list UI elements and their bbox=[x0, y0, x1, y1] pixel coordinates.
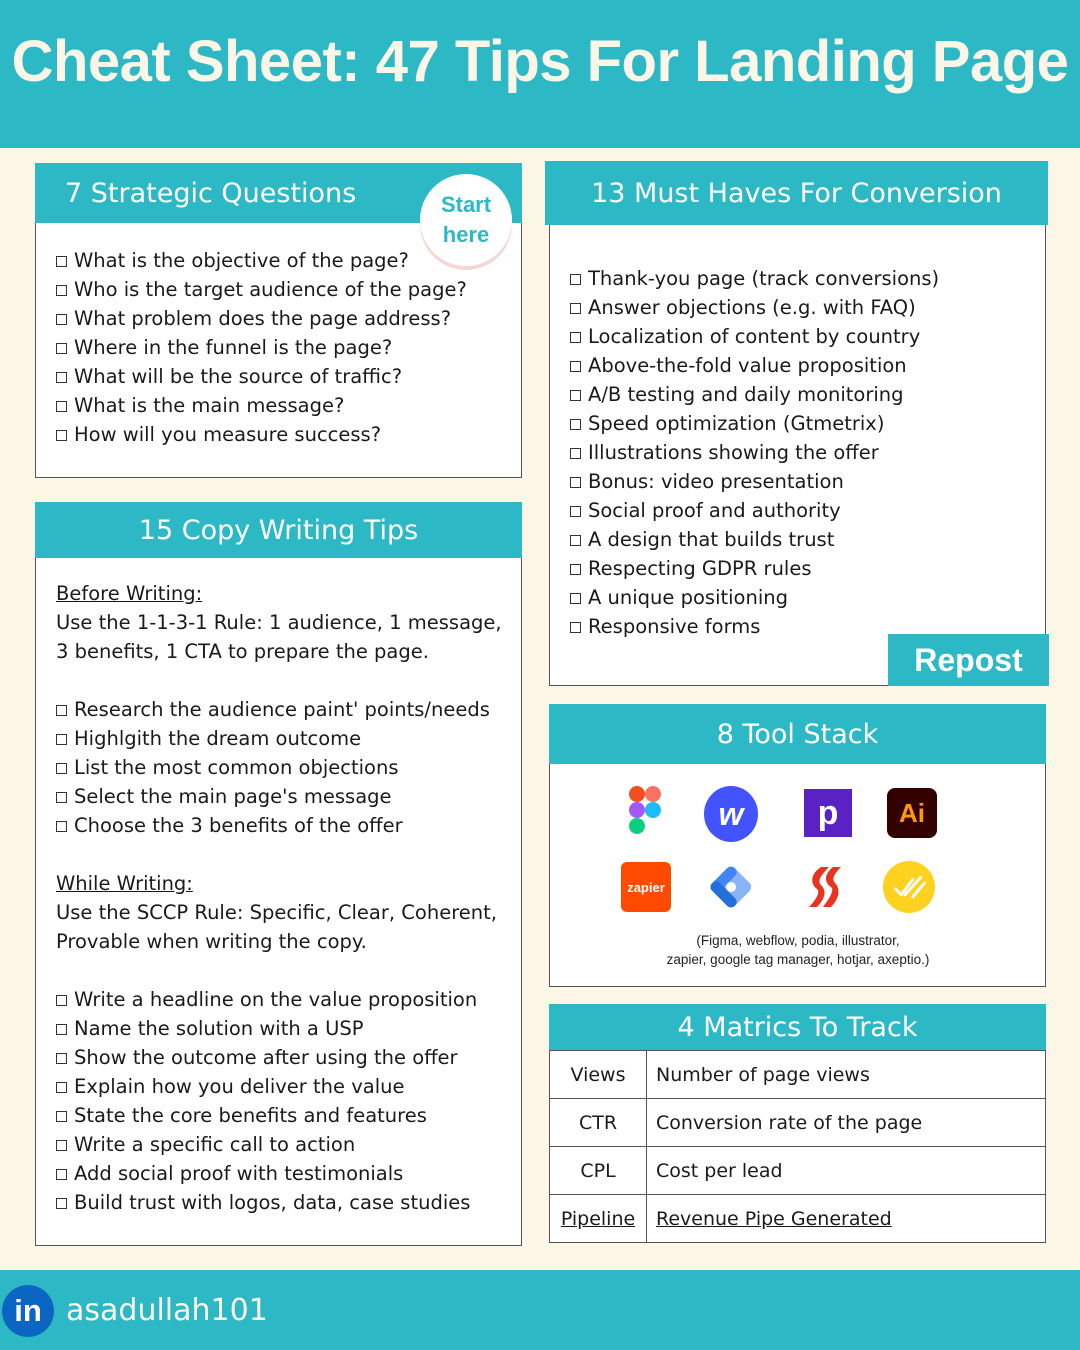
list-item: What is the main message? bbox=[56, 391, 467, 420]
strategic-questions-title: 7 Strategic Questions bbox=[65, 177, 357, 209]
checkbox-icon bbox=[56, 372, 67, 383]
metric-value: Revenue Pipe Generated bbox=[647, 1195, 1046, 1243]
checkbox-icon bbox=[56, 821, 67, 832]
checkbox-icon bbox=[56, 256, 67, 267]
table-row bbox=[550, 1195, 1046, 1243]
checkbox-icon bbox=[56, 1082, 67, 1093]
before-writing-heading: Before Writing: bbox=[56, 582, 203, 605]
list-item: Social proof and authority bbox=[570, 496, 939, 525]
tool-stack-title: 8 Tool Stack bbox=[716, 718, 879, 750]
checkbox-icon bbox=[56, 430, 67, 441]
list-item: Where in the funnel is the page? bbox=[56, 333, 467, 362]
list-item: Illustrations showing the offer bbox=[570, 438, 939, 467]
checkbox-icon bbox=[570, 564, 581, 575]
list-item: Who is the target audience of the page? bbox=[56, 275, 467, 304]
page-title: Cheat Sheet: 47 Tips For Landing Page bbox=[11, 29, 1069, 94]
podia-icon: p bbox=[801, 786, 855, 840]
checkbox-icon bbox=[570, 419, 581, 430]
checkbox-icon bbox=[56, 1198, 67, 1209]
metric-value: Number of page views bbox=[647, 1051, 1046, 1099]
metrics-heading bbox=[549, 1004, 1046, 1051]
while-writing-heading: While Writing: bbox=[56, 872, 193, 895]
checkbox-icon bbox=[56, 763, 67, 774]
must-haves-heading bbox=[545, 161, 1048, 225]
list-item: How will you measure success? bbox=[56, 420, 467, 449]
checkbox-icon bbox=[56, 343, 67, 354]
list-item: State the core benefits and features bbox=[56, 1101, 502, 1130]
start-here-badge bbox=[420, 174, 512, 266]
must-haves-list bbox=[570, 264, 939, 641]
checkbox-icon bbox=[56, 285, 67, 296]
before-writing-list bbox=[56, 695, 502, 840]
list-item: What problem does the page address? bbox=[56, 304, 467, 333]
checkbox-icon bbox=[570, 535, 581, 546]
figma-icon bbox=[618, 784, 672, 838]
list-item: Speed optimization (Gtmetrix) bbox=[570, 409, 939, 438]
metric-value: Cost per lead bbox=[647, 1147, 1046, 1195]
list-item: List the most common objections bbox=[56, 753, 502, 782]
start-here-line2: here bbox=[442, 222, 490, 247]
list-item: A unique positioning bbox=[570, 583, 939, 612]
list-item: Build trust with logos, data, case studies bbox=[56, 1188, 502, 1217]
copy-writing-card bbox=[35, 502, 522, 1246]
list-item: What will be the source of traffic? bbox=[56, 362, 467, 391]
copy-writing-title: 15 Copy Writing Tips bbox=[138, 514, 419, 546]
metrics-title: 4 Matrics To Track bbox=[677, 1012, 918, 1043]
must-haves-title: 13 Must Haves For Conversion bbox=[591, 177, 1002, 209]
list-item: Bonus: video presentation bbox=[570, 467, 939, 496]
metric-key: CTR bbox=[550, 1099, 647, 1147]
while-writing-list bbox=[56, 985, 502, 1217]
checkbox-icon bbox=[570, 448, 581, 459]
zapier-icon: zapier bbox=[619, 860, 673, 914]
list-item: Answer objections (e.g. with FAQ) bbox=[570, 293, 939, 322]
list-item: A design that builds trust bbox=[570, 525, 939, 554]
hotjar-icon bbox=[798, 860, 852, 914]
checkbox-icon bbox=[570, 622, 581, 633]
checkbox-icon bbox=[56, 314, 67, 325]
tool-stack-caption bbox=[550, 931, 1046, 969]
checkbox-icon bbox=[570, 506, 581, 517]
google-tag-manager-icon bbox=[704, 860, 758, 914]
copy-writing-body bbox=[56, 579, 502, 1217]
table-row bbox=[550, 1051, 1046, 1099]
checkbox-icon bbox=[56, 1140, 67, 1151]
tool-stack-caption-line1: (Figma, webflow, podia, illustrator, bbox=[696, 933, 900, 948]
list-item: Above-the-fold value proposition bbox=[570, 351, 939, 380]
checkbox-icon bbox=[570, 390, 581, 401]
list-item: Write a headline on the value proposition bbox=[56, 985, 502, 1014]
checkbox-icon bbox=[570, 332, 581, 343]
author-handle[interactable]: asadullah101 bbox=[66, 1293, 268, 1328]
list-item: Localization of content by country bbox=[570, 322, 939, 351]
checkbox-icon bbox=[570, 274, 581, 285]
checkbox-icon bbox=[570, 361, 581, 372]
table-row bbox=[550, 1147, 1046, 1195]
checkbox-icon bbox=[570, 303, 581, 314]
while-writing-rule-line2: Provable when writing the copy. bbox=[56, 930, 367, 953]
checkbox-icon bbox=[56, 1053, 67, 1064]
list-item: Add social proof with testimonials bbox=[56, 1159, 502, 1188]
strategic-questions-list bbox=[56, 246, 467, 449]
copy-writing-heading bbox=[35, 502, 522, 558]
metric-key: Views bbox=[550, 1051, 647, 1099]
linkedin-icon[interactable]: in bbox=[2, 1285, 54, 1337]
metric-value: Conversion rate of the page bbox=[647, 1099, 1046, 1147]
list-item: Select the main page's message bbox=[56, 782, 502, 811]
before-writing-rule-line1: Use the 1-1-3-1 Rule: 1 audience, 1 message, bbox=[56, 611, 502, 634]
illustrator-icon: Ai bbox=[885, 786, 939, 840]
list-item: Responsive forms bbox=[570, 612, 939, 641]
list-item: Thank-you page (track conversions) bbox=[570, 264, 939, 293]
list-item: Explain how you deliver the value bbox=[56, 1072, 502, 1101]
checkbox-icon bbox=[56, 1024, 67, 1035]
metric-key: Pipeline bbox=[550, 1195, 647, 1243]
list-item: Respecting GDPR rules bbox=[570, 554, 939, 583]
metrics-table bbox=[549, 1050, 1046, 1243]
table-row bbox=[550, 1099, 1046, 1147]
checkbox-icon bbox=[56, 792, 67, 803]
metric-key: CPL bbox=[550, 1147, 647, 1195]
while-writing-rule-line1: Use the SCCP Rule: Specific, Clear, Coherent, bbox=[56, 901, 497, 924]
repost-badge: Repost bbox=[888, 634, 1049, 686]
list-item: A/B testing and daily monitoring bbox=[570, 380, 939, 409]
list-item: Research the audience paint' points/needs bbox=[56, 695, 502, 724]
checkbox-icon bbox=[56, 1111, 67, 1122]
checkbox-icon bbox=[56, 705, 67, 716]
checkbox-icon bbox=[570, 477, 581, 488]
tool-stack-caption-line2: zapier, google tag manager, hotjar, axeptio.) bbox=[666, 952, 930, 967]
start-here-line1: Start bbox=[440, 192, 492, 217]
checkbox-icon bbox=[56, 995, 67, 1006]
checkbox-icon bbox=[56, 401, 67, 412]
checkbox-icon bbox=[570, 593, 581, 604]
webflow-icon: w bbox=[704, 787, 758, 841]
list-item: What is the objective of the page? bbox=[56, 246, 467, 275]
list-item: Choose the 3 benefits of the offer bbox=[56, 811, 502, 840]
list-item: Write a specific call to action bbox=[56, 1130, 502, 1159]
checkbox-icon bbox=[56, 734, 67, 745]
list-item: Highlgith the dream outcome bbox=[56, 724, 502, 753]
before-writing-rule-line2: 3 benefits, 1 CTA to prepare the page. bbox=[56, 640, 429, 663]
tool-stack-heading bbox=[549, 704, 1046, 764]
checkbox-icon bbox=[56, 1169, 67, 1180]
list-item: Show the outcome after using the offer bbox=[56, 1043, 502, 1072]
must-haves-card bbox=[549, 161, 1046, 686]
list-item: Name the solution with a USP bbox=[56, 1014, 502, 1043]
axeptio-icon bbox=[882, 860, 936, 914]
